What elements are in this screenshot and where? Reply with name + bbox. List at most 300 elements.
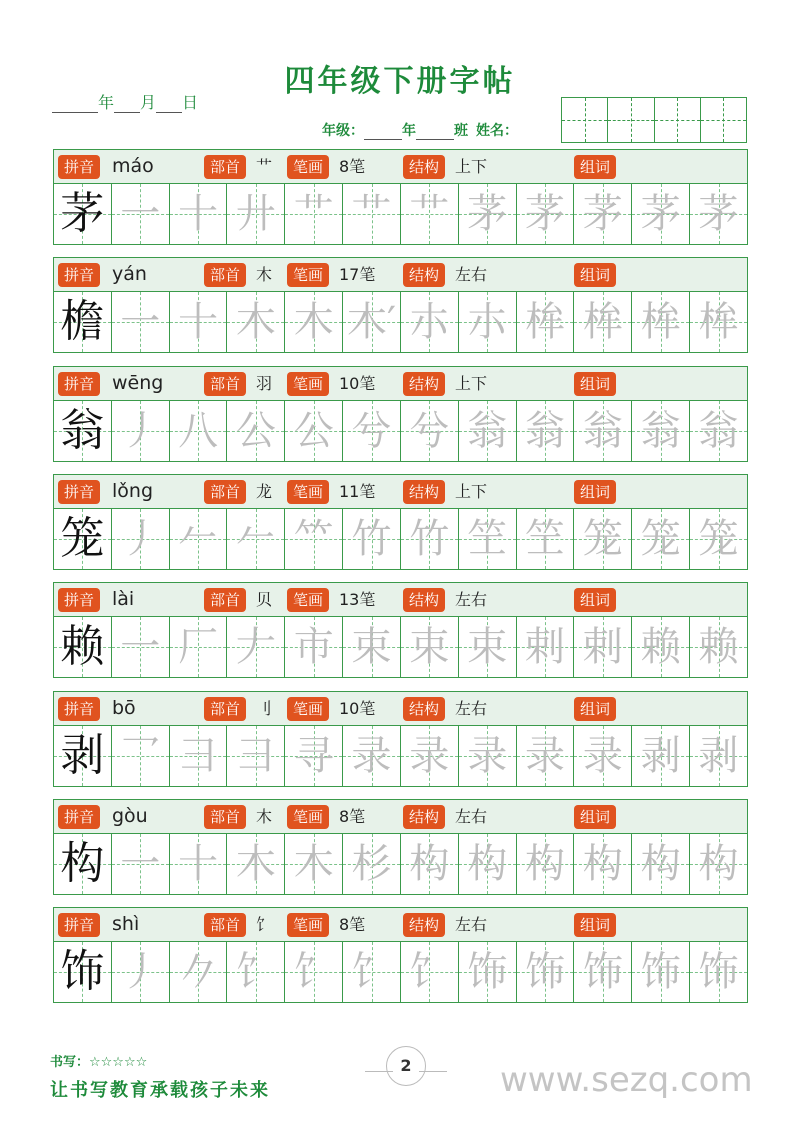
stroke-practice-cell[interactable] <box>401 834 459 894</box>
stroke-practice-cell[interactable] <box>285 509 343 569</box>
page-number: 2 <box>386 1046 426 1086</box>
pinyin-value: gòu <box>112 805 148 827</box>
stroke-practice-cell[interactable] <box>574 401 632 461</box>
stroke-step-character: 构 <box>640 841 681 887</box>
stroke-step-character: 木 <box>235 299 276 345</box>
main-character: 饰 <box>60 946 105 997</box>
writing-grid-row[interactable] <box>53 834 748 895</box>
pinyin-tag: 拼音 <box>58 805 100 829</box>
info-bar <box>53 799 748 834</box>
radical-value: 木 <box>256 807 273 826</box>
stroke-practice-cell[interactable] <box>632 509 690 569</box>
stroke-step-character: 𥫗 <box>293 516 334 562</box>
stroke-practice-cell[interactable] <box>459 726 517 786</box>
stroke-step-character: 饰 <box>525 949 566 995</box>
date-day-label: 日 <box>182 93 199 112</box>
year-blank[interactable] <box>52 95 98 113</box>
website: www.sezq.com <box>500 1060 753 1100</box>
stroke-practice-cell[interactable] <box>574 942 632 1002</box>
info-bar <box>53 907 748 942</box>
strokes-value: 8笔 <box>339 915 366 934</box>
stroke-step-character: 饰 <box>640 949 681 995</box>
words-tag: 组词 <box>574 697 616 721</box>
stroke-step-character: 竹 <box>409 516 450 562</box>
stroke-step-character: 艹 <box>351 191 392 237</box>
stroke-practice-cell[interactable] <box>690 184 747 244</box>
stroke-practice-cell[interactable] <box>459 834 517 894</box>
name-cell[interactable] <box>562 98 608 142</box>
pinyin-tag: 拼音 <box>58 372 100 396</box>
radical-tag: 部首 <box>204 588 246 612</box>
structure-tag: 结构 <box>403 697 445 721</box>
strokes-value: 11笔 <box>339 482 376 501</box>
stroke-step-character: 饣 <box>235 949 276 995</box>
stroke-practice-cell[interactable] <box>517 834 575 894</box>
stroke-step-character: 丿 <box>120 408 161 454</box>
stroke-practice-cell[interactable] <box>632 942 690 1002</box>
stroke-step-character: 彐 <box>235 733 276 779</box>
strokes-tag: 笔画 <box>287 155 329 179</box>
stroke-step-character: 剌 <box>582 624 623 670</box>
structure-tag: 结构 <box>403 155 445 179</box>
main-character: 剥 <box>60 730 105 781</box>
radical-tag: 部首 <box>204 913 246 937</box>
stroke-practice-cell[interactable] <box>401 184 459 244</box>
words-tag: 组词 <box>574 372 616 396</box>
structure-value: 左右 <box>455 807 488 826</box>
stroke-practice-cell[interactable] <box>574 726 632 786</box>
main-character-cell[interactable] <box>54 942 112 1002</box>
structure-value: 上下 <box>455 482 488 501</box>
stroke-practice-cell[interactable] <box>285 401 343 461</box>
stroke-step-character: 翁 <box>525 408 566 454</box>
main-character: 茅 <box>60 188 105 239</box>
stroke-step-character: 茅 <box>467 191 508 237</box>
stroke-step-character: 厂 <box>178 624 219 670</box>
character-block <box>53 257 748 353</box>
day-blank[interactable] <box>156 95 182 113</box>
stroke-practice-cell[interactable] <box>632 292 690 352</box>
stroke-step-character: 剥 <box>640 733 681 779</box>
writing-grid-row[interactable] <box>53 401 748 462</box>
writing-grid-row[interactable] <box>53 726 748 787</box>
radical-tag: 部首 <box>204 697 246 721</box>
grade-label: 年级： <box>322 123 364 139</box>
stroke-step-character: 剌 <box>525 624 566 670</box>
stroke-practice-cell[interactable] <box>632 834 690 894</box>
stroke-practice-cell[interactable] <box>690 617 747 677</box>
stroke-step-character: 饰 <box>467 949 508 995</box>
stroke-step-character: 构 <box>467 841 508 887</box>
words-tag: 组词 <box>574 155 616 179</box>
stroke-practice-cell[interactable] <box>632 617 690 677</box>
stroke-practice-cell[interactable] <box>401 726 459 786</box>
grade-blank[interactable] <box>364 122 402 140</box>
strokes-value: 17笔 <box>339 265 376 284</box>
stroke-practice-cell[interactable] <box>690 834 747 894</box>
info-bar <box>53 691 748 726</box>
stroke-step-character: 丿 <box>120 516 161 562</box>
pinyin-value: yán <box>112 263 147 285</box>
structure-tag: 结构 <box>403 805 445 829</box>
stroke-practice-cell[interactable] <box>285 726 343 786</box>
stroke-practice-cell[interactable] <box>632 401 690 461</box>
stroke-practice-cell[interactable] <box>343 184 401 244</box>
stroke-step-character: 构 <box>409 841 450 887</box>
stroke-step-character: 𠂇 <box>235 624 276 670</box>
stroke-step-character: 一 <box>120 191 161 237</box>
stroke-step-character: 束 <box>409 624 450 670</box>
stroke-step-character: 束 <box>467 624 508 670</box>
stroke-practice-cell[interactable] <box>170 401 228 461</box>
radical-value: 艹 <box>256 157 273 176</box>
stroke-practice-cell[interactable] <box>459 509 517 569</box>
stroke-practice-cell[interactable] <box>343 726 401 786</box>
strokes-tag: 笔画 <box>287 263 329 287</box>
stroke-step-character: 八 <box>178 408 219 454</box>
stroke-step-character: 构 <box>582 841 623 887</box>
stroke-practice-cell[interactable] <box>517 726 575 786</box>
stroke-practice-cell[interactable] <box>112 617 170 677</box>
rating: 书写：☆☆☆☆☆ <box>50 1055 148 1070</box>
radical-value: 刂 <box>256 699 273 718</box>
stroke-step-character: 构 <box>525 841 566 887</box>
stroke-practice-cell[interactable] <box>112 942 170 1002</box>
stroke-step-character: 录 <box>467 733 508 779</box>
stroke-step-character: 录 <box>409 733 450 779</box>
radical-tag: 部首 <box>204 372 246 396</box>
stroke-practice-cell[interactable] <box>690 401 747 461</box>
stroke-step-character: 公 <box>293 408 334 454</box>
stroke-step-character: 艹 <box>293 191 334 237</box>
character-block <box>53 366 748 462</box>
slogan: 让书写教育承载孩子未来 <box>50 1080 270 1101</box>
name-label: 姓名： <box>476 123 518 139</box>
stroke-step-character: 笼 <box>698 516 739 562</box>
main-character-cell[interactable] <box>54 184 112 244</box>
radical-value: 木 <box>256 265 273 284</box>
character-block <box>53 149 748 245</box>
writing-grid-row[interactable] <box>53 292 748 353</box>
stroke-step-character: 桙 <box>525 299 566 345</box>
strokes-tag: 笔画 <box>287 697 329 721</box>
stroke-practice-cell[interactable] <box>517 942 575 1002</box>
stroke-practice-cell[interactable] <box>112 292 170 352</box>
stroke-practice-cell[interactable] <box>343 942 401 1002</box>
main-character-cell[interactable] <box>54 401 112 461</box>
stroke-step-character: 赖 <box>698 624 739 670</box>
radical-value: 饣 <box>256 915 273 934</box>
stroke-practice-cell[interactable] <box>690 509 747 569</box>
pinyin-tag: 拼音 <box>58 697 100 721</box>
stroke-practice-cell[interactable] <box>343 834 401 894</box>
stroke-practice-cell[interactable] <box>170 617 228 677</box>
stroke-step-character: 十 <box>178 841 219 887</box>
stroke-step-character: 桙 <box>640 299 681 345</box>
main-character-cell[interactable] <box>54 834 112 894</box>
writing-grid-row[interactable] <box>53 942 748 1003</box>
pinyin-value: bō <box>112 697 136 719</box>
structure-value: 左右 <box>455 590 488 609</box>
stroke-step-character: 笁 <box>525 516 566 562</box>
pinyin-tag: 拼音 <box>58 480 100 504</box>
class-line <box>322 120 518 140</box>
stroke-practice-cell[interactable] <box>170 726 228 786</box>
structure-value: 上下 <box>455 157 488 176</box>
stroke-practice-cell[interactable] <box>285 834 343 894</box>
stroke-step-character: 桙 <box>698 299 739 345</box>
stroke-step-character: 饣 <box>293 949 334 995</box>
stroke-practice-cell[interactable] <box>227 834 285 894</box>
stroke-practice-cell[interactable] <box>170 292 228 352</box>
main-character-cell[interactable] <box>54 509 112 569</box>
stroke-step-character: 𠂉 <box>178 516 219 562</box>
structure-value: 上下 <box>455 374 488 393</box>
stroke-practice-cell[interactable] <box>343 292 401 352</box>
structure-tag: 结构 <box>403 372 445 396</box>
structure-tag: 结构 <box>403 480 445 504</box>
name-cell[interactable] <box>608 98 654 142</box>
stroke-practice-cell[interactable] <box>690 942 747 1002</box>
stroke-step-character: 笁 <box>467 516 508 562</box>
main-character: 构 <box>60 838 105 889</box>
stroke-practice-cell[interactable] <box>690 292 747 352</box>
stroke-step-character: 茅 <box>582 191 623 237</box>
stroke-step-character: 饣 <box>351 949 392 995</box>
name-cell[interactable] <box>655 98 701 142</box>
strokes-value: 10笔 <box>339 699 376 718</box>
stroke-step-character: 录 <box>351 733 392 779</box>
structure-tag: 结构 <box>403 263 445 287</box>
structure-tag: 结构 <box>403 588 445 612</box>
info-bar <box>53 366 748 401</box>
radical-tag: 部首 <box>204 263 246 287</box>
stroke-practice-cell[interactable] <box>690 726 747 786</box>
pinyin-value: wēng <box>112 372 164 394</box>
stroke-practice-cell[interactable] <box>170 834 228 894</box>
stroke-step-character: 廾 <box>235 191 276 237</box>
stroke-step-character: 笼 <box>640 516 681 562</box>
grade-unit: 年 <box>402 123 416 139</box>
stroke-practice-cell[interactable] <box>517 292 575 352</box>
strokes-value: 10笔 <box>339 374 376 393</box>
words-tag: 组词 <box>574 480 616 504</box>
pinyin-tag: 拼音 <box>58 263 100 287</box>
stroke-step-character: 木′ <box>347 299 397 345</box>
strokes-tag: 笔画 <box>287 805 329 829</box>
strokes-value: 13笔 <box>339 590 376 609</box>
info-bar <box>53 582 748 617</box>
stroke-step-character: 木 <box>293 841 334 887</box>
pinyin-tag: 拼音 <box>58 588 100 612</box>
strokes-tag: 笔画 <box>287 913 329 937</box>
pinyin-value: shì <box>112 913 140 935</box>
stroke-step-character: 饰 <box>698 949 739 995</box>
stroke-step-character: 𠂉 <box>235 516 276 562</box>
stroke-practice-cell[interactable] <box>401 292 459 352</box>
stroke-practice-cell[interactable] <box>227 292 285 352</box>
stroke-step-character: 一 <box>120 841 161 887</box>
stroke-step-character: 构 <box>698 841 739 887</box>
stroke-practice-cell[interactable] <box>459 617 517 677</box>
date-month-label: 月 <box>140 93 157 112</box>
stroke-step-character: 笼 <box>582 516 623 562</box>
main-character-cell[interactable] <box>54 726 112 786</box>
main-character: 翁 <box>60 405 105 456</box>
stroke-practice-cell[interactable] <box>517 617 575 677</box>
stroke-step-character: 剥 <box>698 733 739 779</box>
stroke-practice-cell[interactable] <box>112 726 170 786</box>
stroke-step-character: 𠂊 <box>178 949 219 995</box>
character-block <box>53 691 748 787</box>
strokes-tag: 笔画 <box>287 588 329 612</box>
stroke-practice-cell[interactable] <box>574 834 632 894</box>
stroke-step-character: 木 <box>235 841 276 887</box>
stroke-practice-cell[interactable] <box>517 401 575 461</box>
info-bar <box>53 257 748 292</box>
month-blank[interactable] <box>114 95 140 113</box>
stroke-practice-cell[interactable] <box>401 509 459 569</box>
stroke-practice-cell[interactable] <box>112 509 170 569</box>
stroke-practice-cell[interactable] <box>574 509 632 569</box>
main-character: 笼 <box>60 513 105 564</box>
stroke-step-character: 兮 <box>351 408 392 454</box>
stroke-step-character: 赖 <box>640 624 681 670</box>
stroke-practice-cell[interactable] <box>285 942 343 1002</box>
stroke-step-character: 录 <box>525 733 566 779</box>
stroke-practice-cell[interactable] <box>227 509 285 569</box>
stroke-step-character: 十 <box>178 191 219 237</box>
main-character: 赖 <box>60 621 105 672</box>
radical-value: 贝 <box>256 590 273 609</box>
stroke-practice-cell[interactable] <box>459 184 517 244</box>
stroke-practice-cell[interactable] <box>574 292 632 352</box>
stroke-practice-cell[interactable] <box>285 292 343 352</box>
stroke-step-character: 饣 <box>409 949 450 995</box>
stroke-step-character: 翁 <box>640 408 681 454</box>
stroke-step-character: 茅 <box>525 191 566 237</box>
stroke-practice-cell[interactable] <box>401 401 459 461</box>
strokes-value: 8笔 <box>339 157 366 176</box>
structure-value: 左右 <box>455 699 488 718</box>
main-character: 檐 <box>60 296 105 347</box>
pinyin-value: lài <box>112 588 135 610</box>
class-blank[interactable] <box>416 122 454 140</box>
stroke-step-character: 竹 <box>351 516 392 562</box>
structure-tag: 结构 <box>403 913 445 937</box>
strokes-value: 8笔 <box>339 807 366 826</box>
stroke-practice-cell[interactable] <box>227 184 285 244</box>
stroke-step-character: 茅 <box>640 191 681 237</box>
stroke-step-character: 茅 <box>698 191 739 237</box>
info-bar <box>53 149 748 184</box>
stroke-practice-cell[interactable] <box>517 509 575 569</box>
stroke-practice-cell[interactable] <box>574 617 632 677</box>
pinyin-tag: 拼音 <box>58 155 100 179</box>
stroke-step-character: 翁 <box>582 408 623 454</box>
stroke-practice-cell[interactable] <box>170 184 228 244</box>
stroke-step-character: 朩 <box>467 299 508 345</box>
name-cell[interactable] <box>701 98 746 142</box>
writing-grid-row[interactable] <box>53 184 748 245</box>
pinyin-value: lǒng <box>112 480 154 502</box>
stroke-practice-cell[interactable] <box>459 942 517 1002</box>
stroke-practice-cell[interactable] <box>227 726 285 786</box>
stroke-step-character: 寻 <box>293 733 334 779</box>
stroke-practice-cell[interactable] <box>112 401 170 461</box>
stroke-step-character: 束 <box>351 624 392 670</box>
stroke-step-character: 饰 <box>582 949 623 995</box>
stroke-practice-cell[interactable] <box>170 942 228 1002</box>
words-tag: 组词 <box>574 805 616 829</box>
stroke-practice-cell[interactable] <box>632 726 690 786</box>
stroke-practice-cell[interactable] <box>401 942 459 1002</box>
name-writing-grid[interactable] <box>561 97 747 143</box>
writing-grid-row[interactable] <box>53 617 748 678</box>
pinyin-tag: 拼音 <box>58 913 100 937</box>
structure-value: 左右 <box>455 265 488 284</box>
radical-tag: 部首 <box>204 805 246 829</box>
stroke-practice-cell[interactable] <box>112 184 170 244</box>
stroke-practice-cell[interactable] <box>459 292 517 352</box>
stroke-practice-cell[interactable] <box>401 617 459 677</box>
stroke-step-character: 丿 <box>120 949 161 995</box>
stroke-practice-cell[interactable] <box>343 509 401 569</box>
writing-grid-row[interactable] <box>53 509 748 570</box>
stroke-practice-cell[interactable] <box>170 509 228 569</box>
character-block <box>53 582 748 678</box>
structure-value: 左右 <box>455 915 488 934</box>
radical-value: 羽 <box>256 374 273 393</box>
page-title: 四年级下册字帖 <box>284 64 516 99</box>
stroke-practice-cell[interactable] <box>632 184 690 244</box>
stroke-practice-cell[interactable] <box>459 401 517 461</box>
radical-value: 龙 <box>256 482 273 501</box>
stroke-practice-cell[interactable] <box>285 184 343 244</box>
stroke-step-character: 一 <box>120 299 161 345</box>
stroke-practice-cell[interactable] <box>285 617 343 677</box>
main-character-cell[interactable] <box>54 292 112 352</box>
words-tag: 组词 <box>574 588 616 612</box>
words-tag: 组词 <box>574 913 616 937</box>
stroke-practice-cell[interactable] <box>574 184 632 244</box>
strokes-tag: 笔画 <box>287 372 329 396</box>
main-character-cell[interactable] <box>54 617 112 677</box>
stroke-step-character: 一 <box>120 624 161 670</box>
words-tag: 组词 <box>574 263 616 287</box>
info-bar <box>53 474 748 509</box>
stroke-step-character: 桙 <box>582 299 623 345</box>
stroke-practice-cell[interactable] <box>227 942 285 1002</box>
strokes-tag: 笔画 <box>287 480 329 504</box>
stroke-step-character: 十 <box>178 299 219 345</box>
character-block <box>53 907 748 1003</box>
radical-tag: 部首 <box>204 480 246 504</box>
stroke-step-character: 翁 <box>467 408 508 454</box>
stroke-step-character: 公 <box>235 408 276 454</box>
stroke-practice-cell[interactable] <box>227 401 285 461</box>
stroke-practice-cell[interactable] <box>517 184 575 244</box>
character-block <box>53 799 748 895</box>
stroke-practice-cell[interactable] <box>227 617 285 677</box>
class-unit: 班 <box>454 123 468 139</box>
stroke-step-character: 木 <box>293 299 334 345</box>
stroke-practice-cell[interactable] <box>343 617 401 677</box>
stroke-step-character: 录 <box>582 733 623 779</box>
stroke-practice-cell[interactable] <box>343 401 401 461</box>
stroke-practice-cell[interactable] <box>112 834 170 894</box>
date-line <box>52 90 198 113</box>
